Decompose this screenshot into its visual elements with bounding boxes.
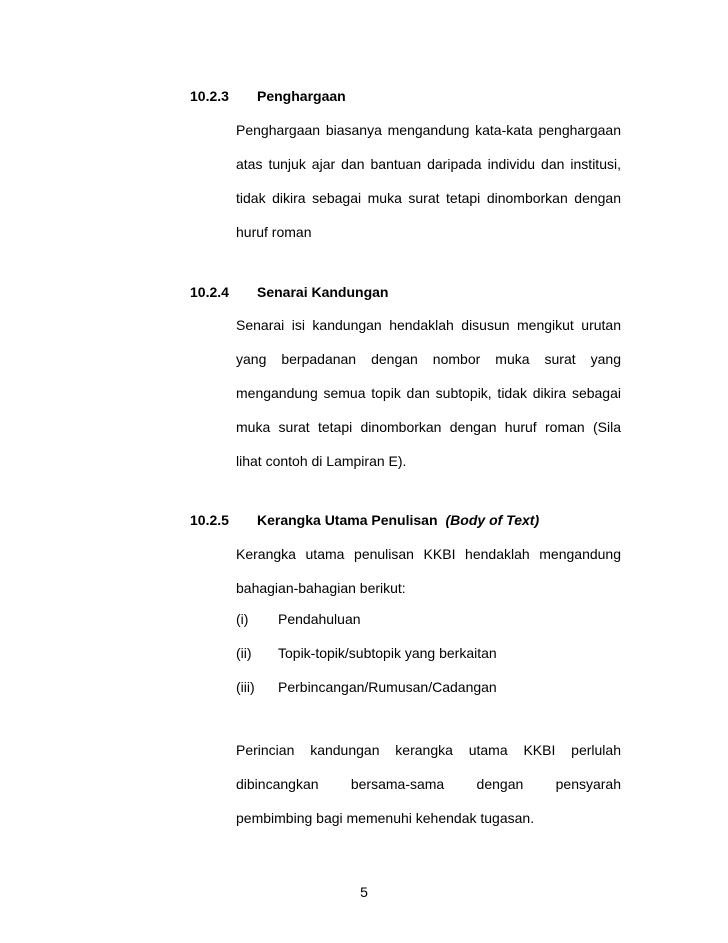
- list-text: Topik-topik/subtopik yang berkaitan: [278, 645, 497, 661]
- list-text: Pendahuluan: [278, 611, 361, 627]
- section-heading-10-2-3: [190, 86, 346, 106]
- section-title: Penghargaan: [257, 88, 346, 104]
- list-item: [236, 670, 497, 704]
- list-item: [236, 636, 497, 670]
- section-body-10-2-3: [236, 113, 621, 249]
- bahagian-list: [236, 602, 497, 704]
- section-body-10-2-5: [236, 537, 621, 605]
- section-title: Senarai Kandungan: [257, 284, 389, 300]
- body-line: Perincian kandungan kerangka utama KKBI perlulah: [236, 742, 621, 758]
- list-marker: (i): [236, 611, 249, 627]
- body-line: mengandung semua topik dan subtopik, tidak dikira sebagai: [236, 385, 621, 401]
- body-line: tidak dikira sebagai muka surat tetapi dinomborkan dengan: [236, 190, 621, 206]
- closing-paragraph: [236, 733, 621, 835]
- body-line: Penghargaan biasanya mengandung kata-kata penghargaan: [236, 122, 621, 138]
- body-line: atas tunjuk ajar dan bantuan daripada individu dan institusi,: [236, 156, 621, 172]
- body-line: yang berpadanan dengan nombor muka surat yang: [236, 351, 621, 367]
- section-title: Kerangka Utama Penulisan: [257, 512, 438, 528]
- body-line: muka surat tetapi dinomborkan dengan huruf roman (Sila: [236, 419, 621, 435]
- body-line: bahagian-bahagian berikut:: [236, 580, 406, 596]
- section-heading-10-2-5: [190, 510, 539, 530]
- list-marker: (iii): [236, 679, 255, 695]
- section-number: 10.2.3: [190, 88, 229, 104]
- page-number: 5: [360, 884, 368, 900]
- list-item: [236, 602, 497, 636]
- list-marker: (ii): [236, 645, 252, 661]
- section-subtitle: (Body of Text): [445, 512, 540, 528]
- list-text: Perbincangan/Rumusan/Cadangan: [278, 679, 497, 695]
- section-heading-10-2-4: [190, 282, 388, 302]
- body-line: dibincangkan bersama-sama dengan pensyarah: [236, 776, 621, 792]
- section-body-10-2-4: [236, 308, 621, 478]
- body-line: lihat contoh di Lampiran E).: [236, 453, 407, 469]
- section-number: 10.2.4: [190, 284, 229, 300]
- body-line: pembimbing bagi memenuhi kehendak tugasan.: [236, 810, 535, 826]
- body-line: Senarai isi kandungan hendaklah disusun mengikut urutan: [236, 317, 621, 333]
- body-line: huruf roman: [236, 224, 312, 240]
- section-number: 10.2.5: [190, 512, 229, 528]
- body-line: Kerangka utama penulisan KKBI hendaklah mengandung: [236, 546, 621, 562]
